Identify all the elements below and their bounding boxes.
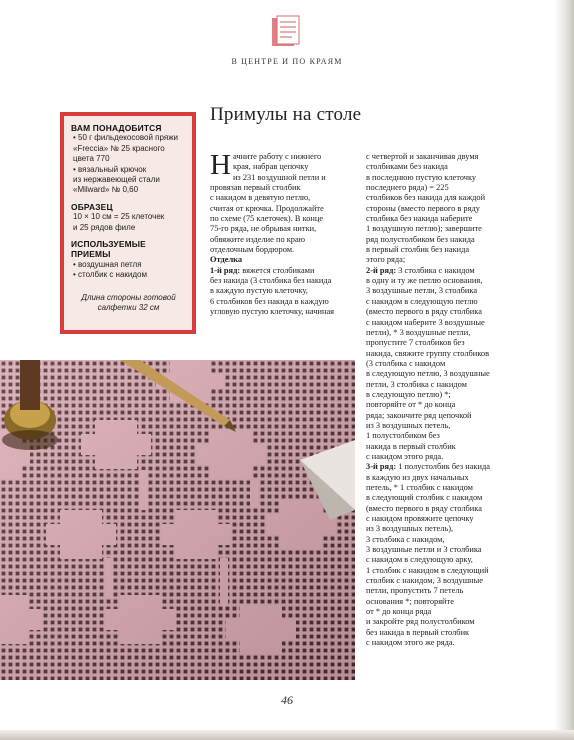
row3-label: 3-й ряд: — [366, 462, 397, 472]
intro-line: из 231 воздушной петли и — [232, 172, 326, 182]
text-line: в последнюю пустую клеточку — [366, 172, 477, 182]
row3-text: 1 полустолбик без накида — [396, 462, 490, 472]
section-title: В ЦЕНТРЕ И ПО КРАЯМ — [231, 57, 343, 66]
text-line: пропустите 7 столбиков без — [366, 338, 465, 348]
text-line: из 3 воздушных петель, — [366, 420, 451, 430]
page-number: 46 — [281, 693, 293, 707]
row1-line: без накида (3 столбика без накида — [210, 276, 332, 286]
text-line: петли, 3 столбика с накидом — [366, 379, 467, 389]
materials-line: цвета 770 — [73, 154, 110, 164]
text-line: в следующий столбик с накидом — [366, 493, 483, 503]
row1-line: угловую пустую клеточку, начиная — [210, 307, 335, 317]
text-line: с накидом в следующую петлю — [366, 296, 478, 306]
row1-line: в каждую пустую клеточку, — [210, 286, 308, 296]
techniques-heading: ПРИЕМЫ — [71, 249, 111, 260]
text-line: без накида в первый столбик — [366, 627, 470, 637]
text-line: столбик с накидом, 3 воздушные — [366, 576, 484, 586]
row2-label: 2-й ряд: — [366, 265, 397, 275]
page-bottom-edge — [0, 730, 574, 740]
size-note-line: салфетки 32 см — [97, 303, 160, 313]
row1-line — [210, 266, 360, 276]
text-line: столбиками без накида — [366, 162, 448, 172]
text-line: ряд полустолбиком без накида — [366, 234, 475, 244]
text-line: (вместо первого в ряду столбика — [366, 307, 482, 317]
text-column-1 — [210, 149, 360, 318]
materials-box — [60, 112, 196, 334]
text-line: с накидом наберите 3 воздушные — [366, 317, 485, 327]
materials-line: • вязальный крючок — [73, 164, 147, 174]
text-line: 1 полустолбиком без — [366, 431, 440, 441]
finishing-heading: Отделка — [210, 255, 243, 265]
text-line: и закройте ряд полустолбиком — [366, 617, 475, 627]
sample-line: и 25 рядов филе — [73, 222, 136, 232]
size-note — [71, 293, 186, 314]
text-line: 3 воздушные петли, 3 столбика — [366, 286, 478, 296]
text-line: столбиков без накида для каждой — [366, 193, 486, 203]
page-edge — [554, 0, 574, 740]
text-line: 3 столбика с накидом, — [366, 534, 445, 544]
sample-heading: ОБРАЗЕЦ — [71, 201, 113, 212]
row2-line — [366, 266, 516, 276]
text-line: 3 воздушные петли и 3 столбика — [366, 545, 482, 555]
technique-item: • воздушная петля — [73, 259, 142, 269]
text-line: 1 столбик с накидом в следующий — [366, 565, 489, 575]
materials-line: «Freccia» № 25 красного — [73, 143, 165, 153]
text-line: с накидом провяжите цепочку — [366, 514, 474, 524]
text-line: в одну и ту же петлю основания, — [366, 276, 483, 286]
book-logo-icon — [268, 14, 304, 50]
text-line: накида в первый столбик — [366, 441, 456, 451]
text-line: 1 воздушную петлю); завершите — [366, 224, 482, 234]
text-line: последнего ряда) = 225 — [366, 183, 449, 193]
row3-line — [366, 462, 516, 472]
text-line: в следующую петлю, 3 воздушные — [366, 369, 490, 379]
text-line: с накидом в следующую арку, — [366, 555, 473, 565]
row2-text: 3 столбика с накидом — [396, 265, 475, 275]
text-line: повторяйте от * до конца — [366, 400, 456, 410]
doily-photo — [0, 360, 355, 680]
text-line: накида, свяжите группу столбиков — [366, 348, 490, 358]
intro-line: ачните работу с нижнего — [232, 152, 322, 161]
intro-line: по схеме (75 клеточек). В конце — [210, 214, 324, 224]
size-note-line: Длина стороны готовой — [81, 292, 176, 302]
materials-line: «Milward» № 0,60 — [73, 185, 139, 195]
text-line: от * до конца ряда — [366, 607, 432, 617]
technique-item: • столбик с накидом — [73, 270, 147, 280]
text-line: с накидом этого ряда. — [366, 451, 444, 461]
text-line: из 3 воздушных петель), — [366, 524, 454, 534]
text-line: в первый столбик без накида — [366, 245, 470, 255]
page-title: Примулы на столе — [210, 104, 362, 125]
text-line: этого ряда; — [366, 255, 406, 265]
text-line: основания *; повторяйте — [366, 596, 454, 606]
text-line: ряда; закончите ряд цепочкой — [366, 410, 472, 420]
text-line: в каждую из двух начальных — [366, 472, 469, 482]
intro-line: 75-го ряда, не обрывая нитки, — [210, 224, 317, 234]
intro-line: провязав первый столбик — [210, 183, 301, 193]
text-line: стороны (вместо первого в ряду — [366, 203, 480, 213]
text-line: петли, пропустить 7 петель — [366, 586, 464, 596]
text-line: (вместо первого в ряду столбика — [366, 503, 482, 513]
materials-line: из нержавеющей стали — [73, 175, 160, 185]
sample-line: 10 × 10 см = 25 клеточек — [73, 212, 165, 222]
text-line: (3 столбика с накидом — [366, 358, 446, 368]
intro-line: отделочным бордюром. — [210, 245, 295, 255]
text-line: столбика без накида наберите — [366, 214, 473, 224]
intro-line: обвяжите изделие по краю — [210, 234, 305, 244]
text-line: с накидом этого же ряда. — [366, 638, 455, 648]
techniques-heading: ИСПОЛЬЗУЕМЫЕ — [71, 239, 146, 250]
row1-line: 6 столбиков без накида в каждую — [210, 296, 329, 306]
text-line: петли), * 3 воздушные петли, — [366, 327, 471, 337]
materials-line: • 50 г фильдекосовой пряжи — [73, 133, 179, 143]
text-line: с четвертой и заканчивая двумя — [366, 152, 479, 161]
text-column-2 — [366, 152, 516, 649]
text-line: в следующую петлю) *; — [366, 389, 451, 399]
row1-text: вяжется столбиками — [240, 265, 315, 275]
doily-photo-image — [0, 360, 355, 680]
materials-heading: ВАМ ПОНАДОБИТСЯ — [71, 123, 162, 133]
intro-line: считая от крючка. Продолжайте — [210, 203, 324, 213]
intro-line: края, набрав цепочку — [232, 162, 309, 172]
intro-line: с накидом в девятую петлю, — [210, 193, 311, 203]
drop-cap: Н — [210, 149, 231, 181]
text-line: петель, * 1 столбик с накидом — [366, 483, 473, 492]
row1-label: 1-й ряд: — [210, 265, 241, 275]
